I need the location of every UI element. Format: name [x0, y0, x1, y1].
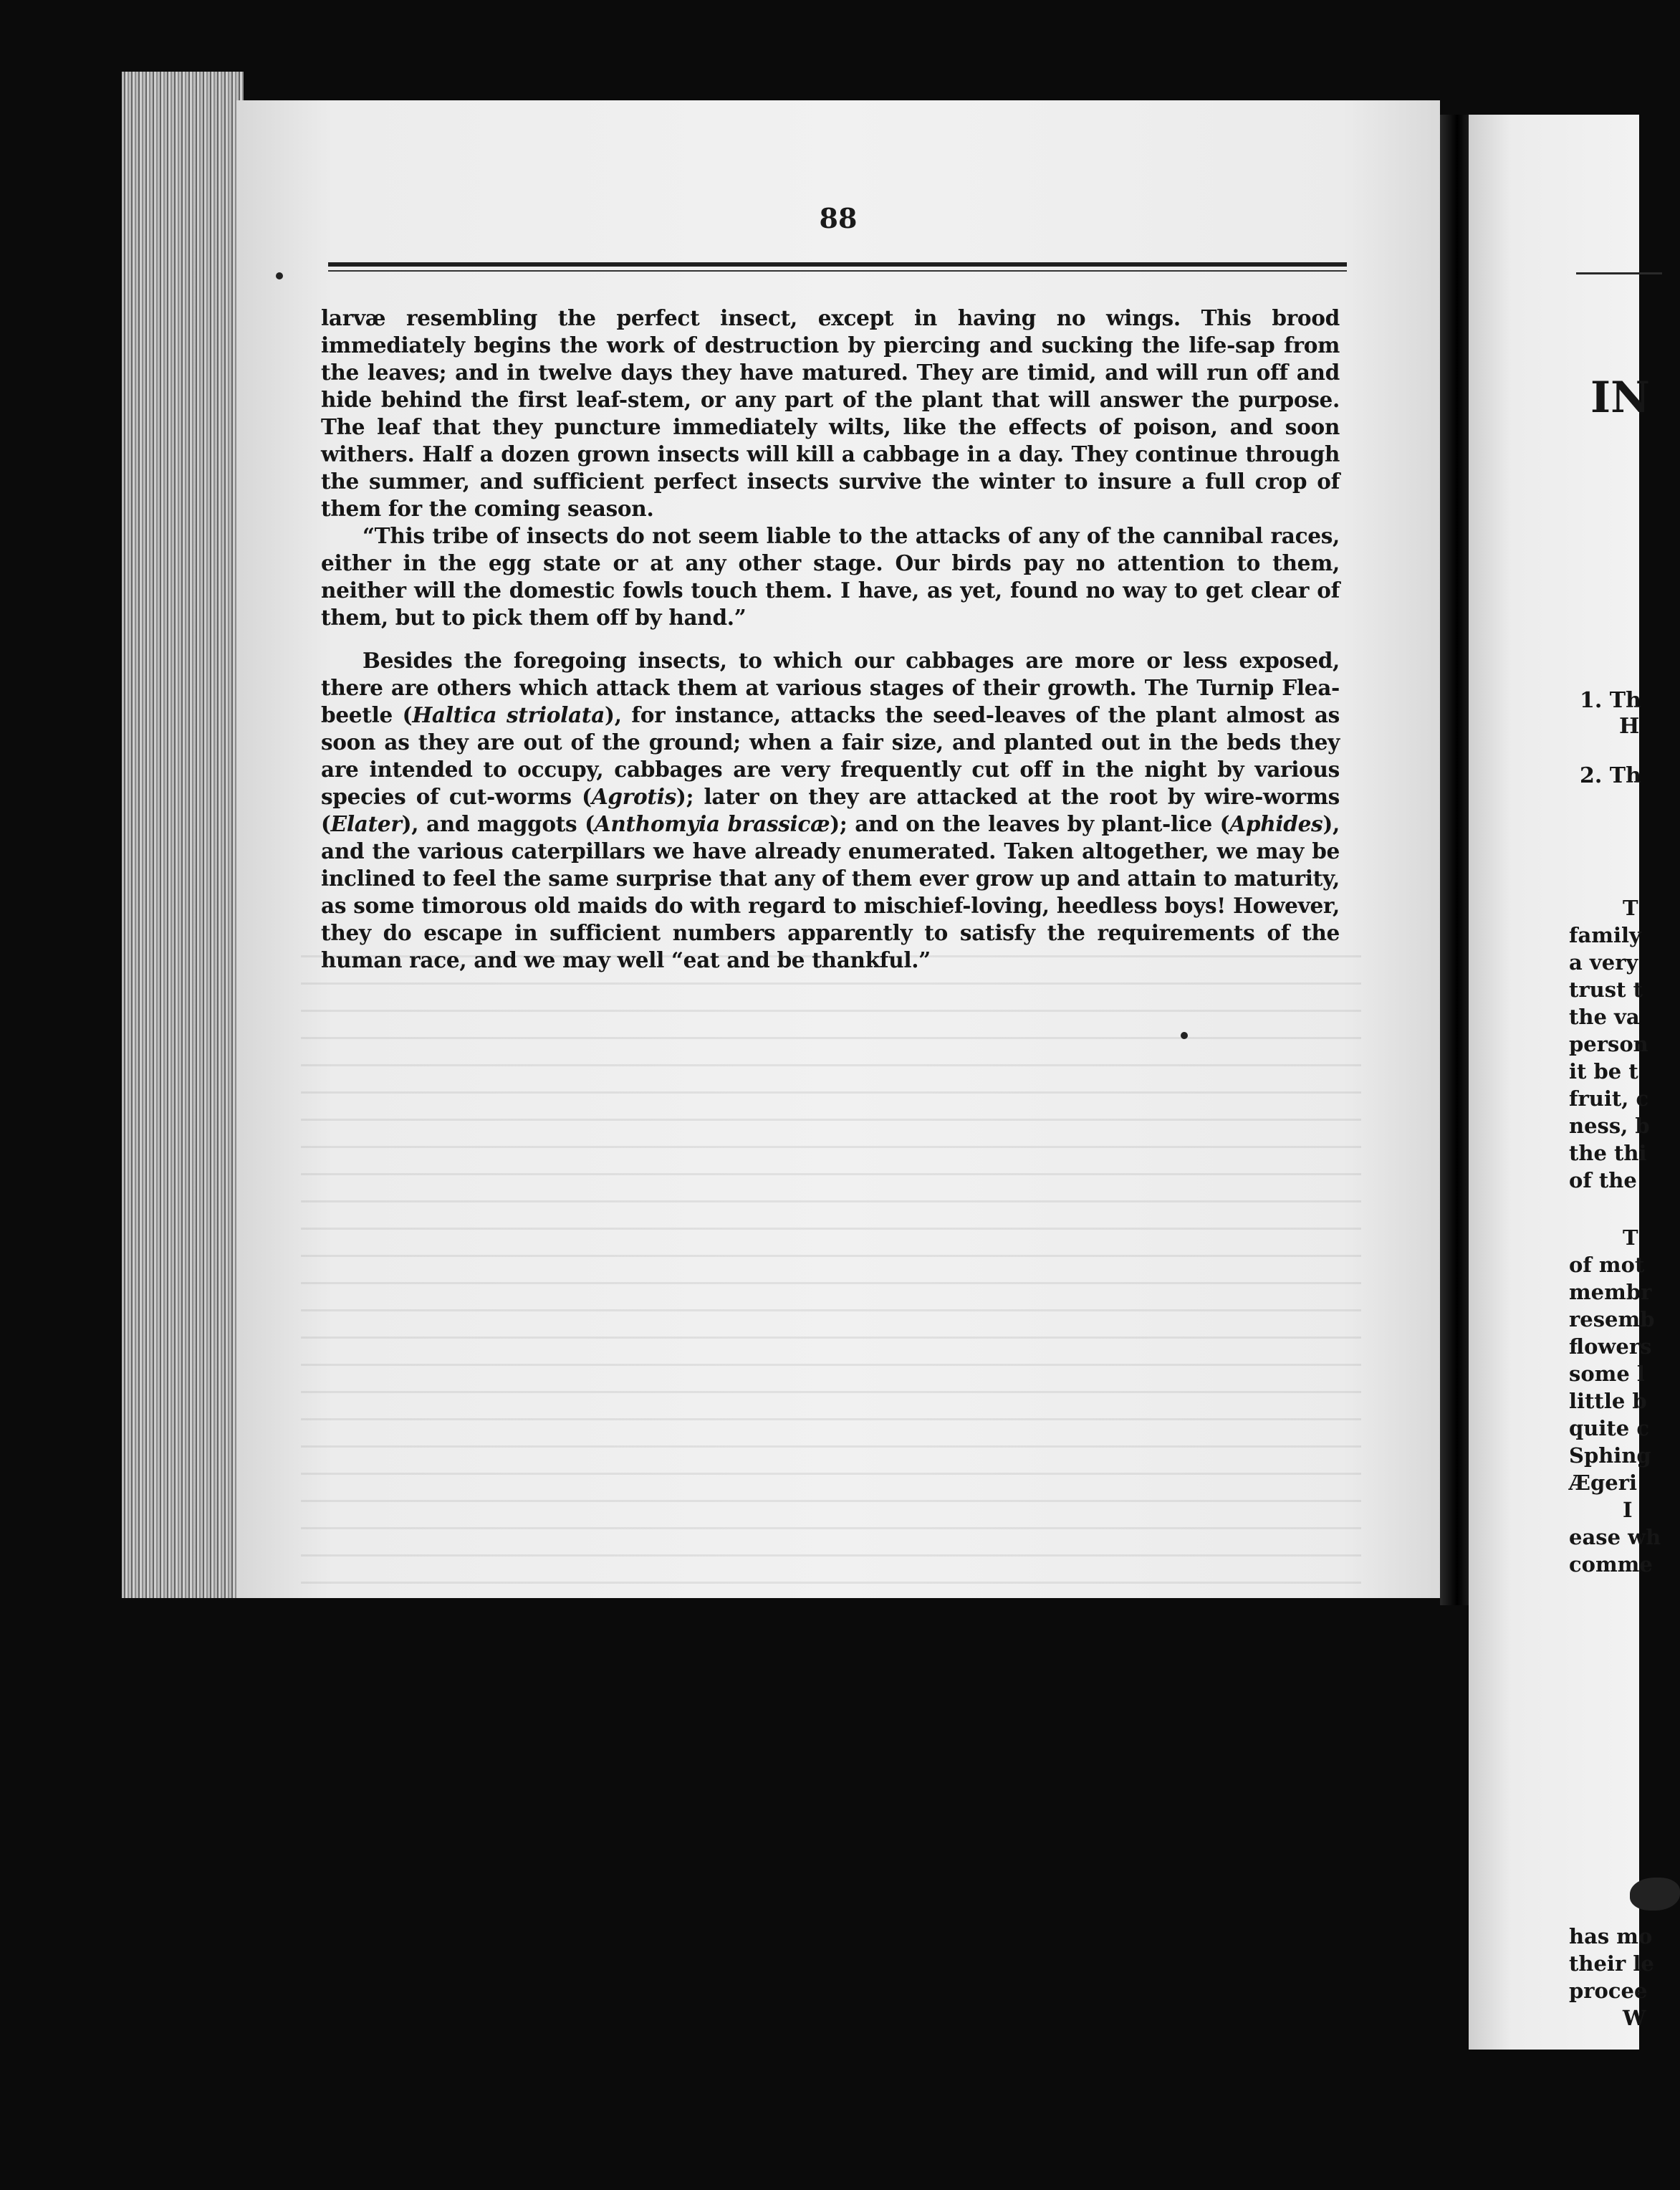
right-page-line: Ægeri — [1569, 1471, 1638, 1495]
paragraph-2: “This tribe of insects do not seem liable to the attacks of any of the cannibal races, either in the egg state or at any other stage. Our birds pay no attention to them, neither will the domestic fowls touch them. I have, as yet, found no way to get clear of them, but to pick them off by hand.” — [321, 523, 1340, 630]
moth-illustration — [1630, 1878, 1680, 1911]
right-page-heading: IN — [1590, 373, 1650, 423]
page-edges — [122, 72, 244, 1598]
right-page-line: Sphing — [1569, 1443, 1651, 1468]
right-page-item: H — [1619, 714, 1640, 739]
right-page-rule — [1576, 272, 1662, 274]
book-spine — [1440, 115, 1469, 1605]
right-page-line: I — [1623, 1498, 1633, 1522]
right-page-line: membr — [1569, 1280, 1652, 1304]
body-text — [321, 305, 1340, 974]
right-page-line: their le — [1569, 1951, 1654, 1976]
margin-speck — [276, 272, 283, 279]
right-page-line: the va — [1569, 1005, 1640, 1029]
page-number: 88 — [819, 202, 858, 234]
right-page-item: 2. Th — [1580, 763, 1641, 788]
right-page-item: 1. Th — [1580, 688, 1641, 713]
bleed-through-text — [301, 939, 1361, 1584]
right-page-line: comme — [1569, 1552, 1653, 1577]
right-page-line: W — [1623, 2006, 1646, 2030]
right-page-line: T — [1623, 896, 1638, 920]
right-page-line: the thi — [1569, 1141, 1647, 1165]
header-rule — [328, 262, 1347, 267]
right-page-line: little b — [1569, 1389, 1647, 1413]
right-page-line: ease wh — [1569, 1525, 1661, 1549]
right-page-line: flowers — [1569, 1334, 1652, 1359]
right-page-line: ness, b — [1569, 1114, 1650, 1138]
right-page-line: some l — [1569, 1362, 1645, 1386]
right-page-line: a very — [1569, 950, 1638, 975]
right-page-line: fruit, c — [1569, 1086, 1649, 1111]
right-page-line: of mot — [1569, 1253, 1645, 1277]
right-page-line: procee — [1569, 1979, 1648, 2003]
right-page-line: person — [1569, 1032, 1648, 1056]
paragraph-3: Besides the foregoing insects, to which our cabbages are more or less exposed, there are others which attack them at various stages of their growth. The Turnip Flea-beetle (Haltica striolata), for instance, attacks the seed-leaves of the plant almost as soon as they are out of the ground; when a fair size, and planted out in the beds they are intended to occupy, cabbages are very frequently cut off in the night by various species of cut-worms (Agrotis); later on they are attacked at the root by wire-worms (Elater), and maggots (Anthomyia brassicæ); and on the leaves by plant-lice (Aphides), and the various caterpillars we have already enumerated. Taken altogether, we may be inclined to feel the same surprise that any of them ever grow up and attain to maturity, as some timorous old maids do with regard to mischief-loving, heedless boys! However, they do escape in sufficient numbers apparently to satisfy the requirements of the human race, and we may well “eat and be thankful.” — [321, 648, 1340, 972]
right-page-line: has mo — [1569, 1924, 1653, 1948]
right-page-line: quite c — [1569, 1416, 1649, 1440]
paragraph-1: larvæ resembling the perfect insect, except in having no wings. This brood immediately begins the work of destruction by piercing and sucking the life-sap from the leaves; and in twelve days they have matured. They are timid, and will run off and hide behind the first leaf-stem, or any part of the plant that will answer the purpose. The leaf that they puncture immediately wilts, like the effects of poison, and soon withers. Half a dozen grown insects will kill a cabbage in a day. They continue through the summer, and sufficient perfect insects survive the winter to insure a full crop of them for the coming season. — [321, 305, 1340, 521]
right-page-line: of the — [1569, 1168, 1637, 1192]
right-page-line: resemb — [1569, 1307, 1655, 1331]
right-page-line: family — [1569, 923, 1641, 947]
right-page-line: trust t — [1569, 977, 1643, 1002]
right-page — [1469, 115, 1661, 2050]
right-page-line: it be t — [1569, 1059, 1638, 1084]
header-rule-thin — [328, 270, 1347, 272]
right-page-line: T — [1623, 1225, 1638, 1250]
